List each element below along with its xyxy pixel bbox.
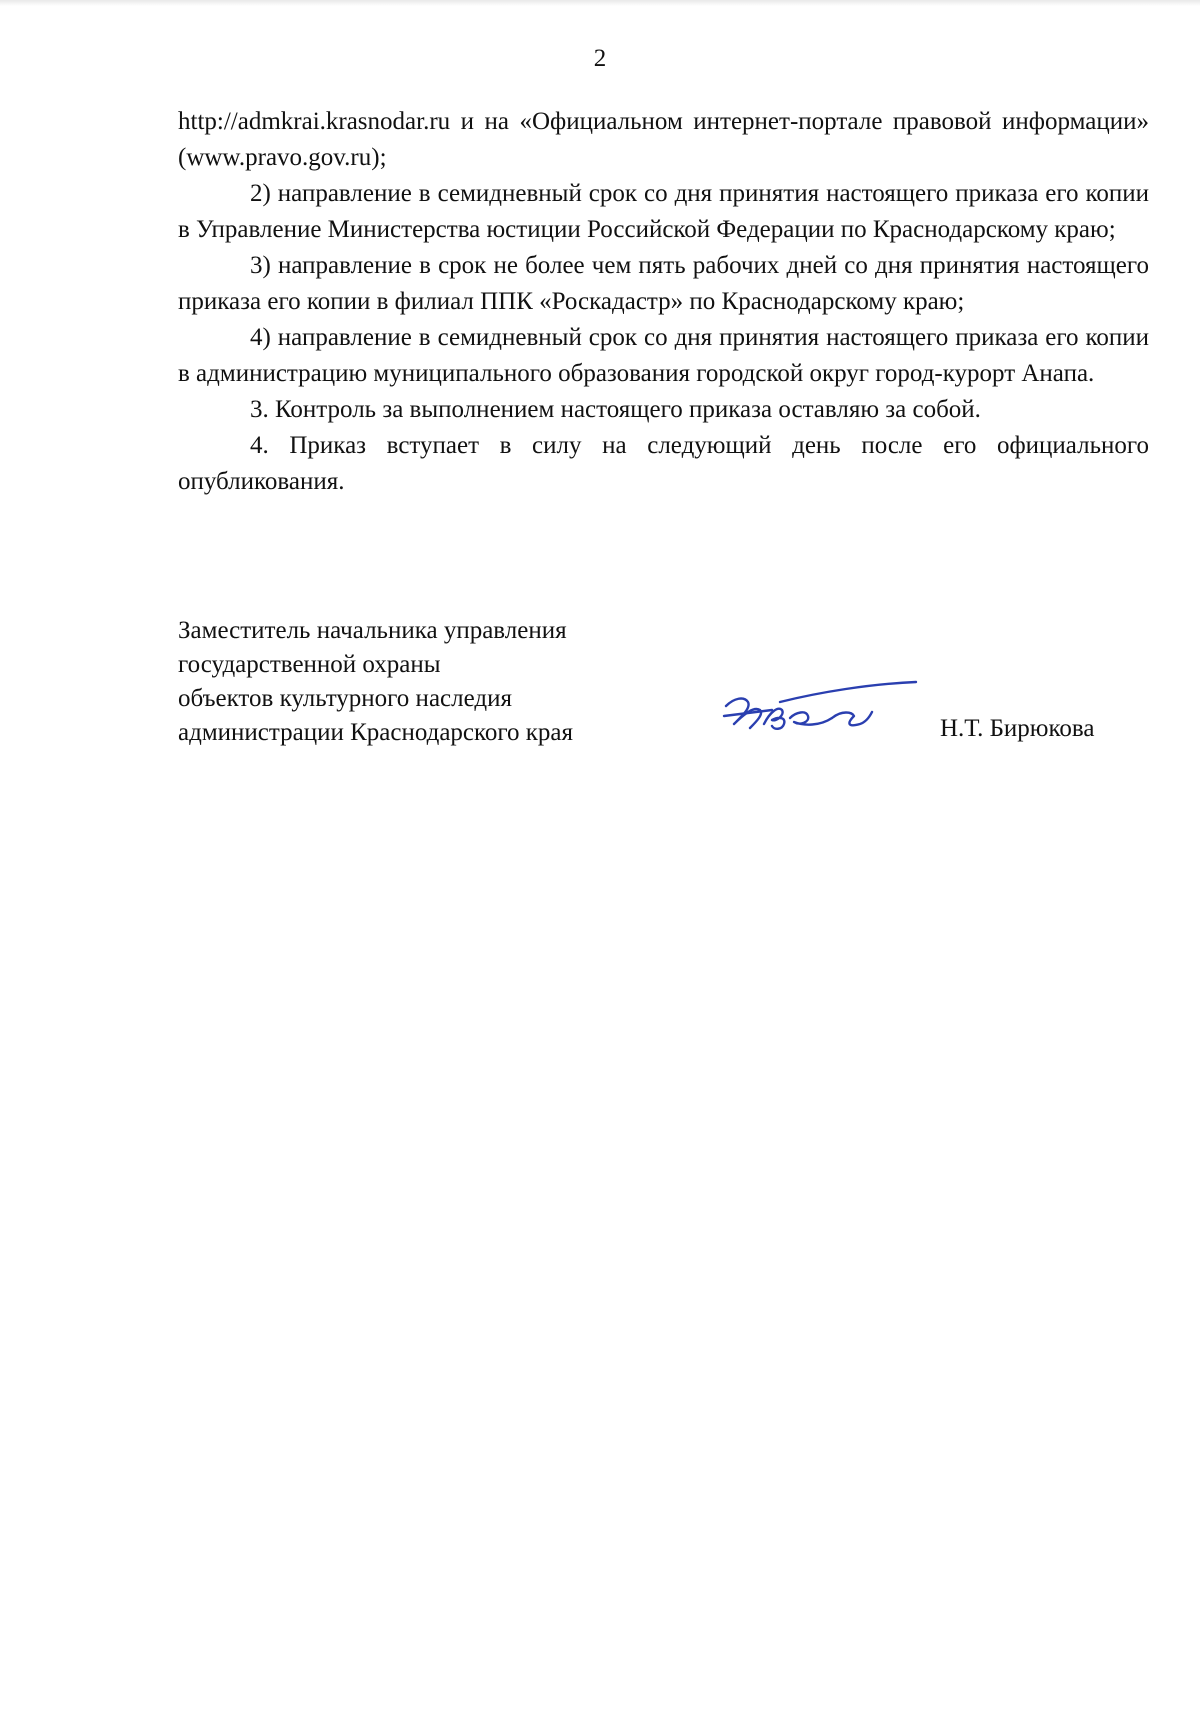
- paragraph-clause-3: 3. Контроль за выполнением настоящего приказа оставляю за собой.: [250, 396, 981, 423]
- handwritten-signature: [720, 672, 920, 748]
- paragraph-item-2: 2) направление в семидневный срок со дня принятия настоящего приказа его копии в Управление Министерства юстиции Российской Федерации по Краснодарскому краю;: [178, 180, 1149, 243]
- position-line: объектов культурного наследия: [178, 685, 512, 712]
- paragraph-item-4: 4) направление в семидневный срок со дня принятия настоящего приказа его копии в администрацию муниципального образования городской округ город-курорт Анапа.: [178, 324, 1149, 387]
- signer-name: Н.Т. Бирюкова: [940, 715, 1095, 742]
- position-line: государственной охраны: [178, 651, 441, 678]
- page-number: 2: [593, 45, 607, 72]
- paragraph-continuation: http://admkrai.krasnodar.ru и на «Официальном интернет-портале правовой информации» (www.pravo.gov.ru);: [178, 108, 1149, 171]
- paragraph-item-3: 3) направление в срок не более чем пять рабочих дней со дня принятия настоящего приказа его копии в филиал ППК «Роскадастр» по Краснодарскому краю;: [178, 252, 1149, 315]
- position-line: Заместитель начальника управления: [178, 617, 567, 644]
- position-line: администрации Краснодарского края: [178, 719, 574, 746]
- signatory-position: [178, 614, 573, 750]
- document-body: [178, 104, 1149, 500]
- paragraph-clause-4: 4. Приказ вступает в силу на следующий день после его официального опубликования.: [178, 432, 1149, 495]
- scan-edge: [0, 0, 1200, 6]
